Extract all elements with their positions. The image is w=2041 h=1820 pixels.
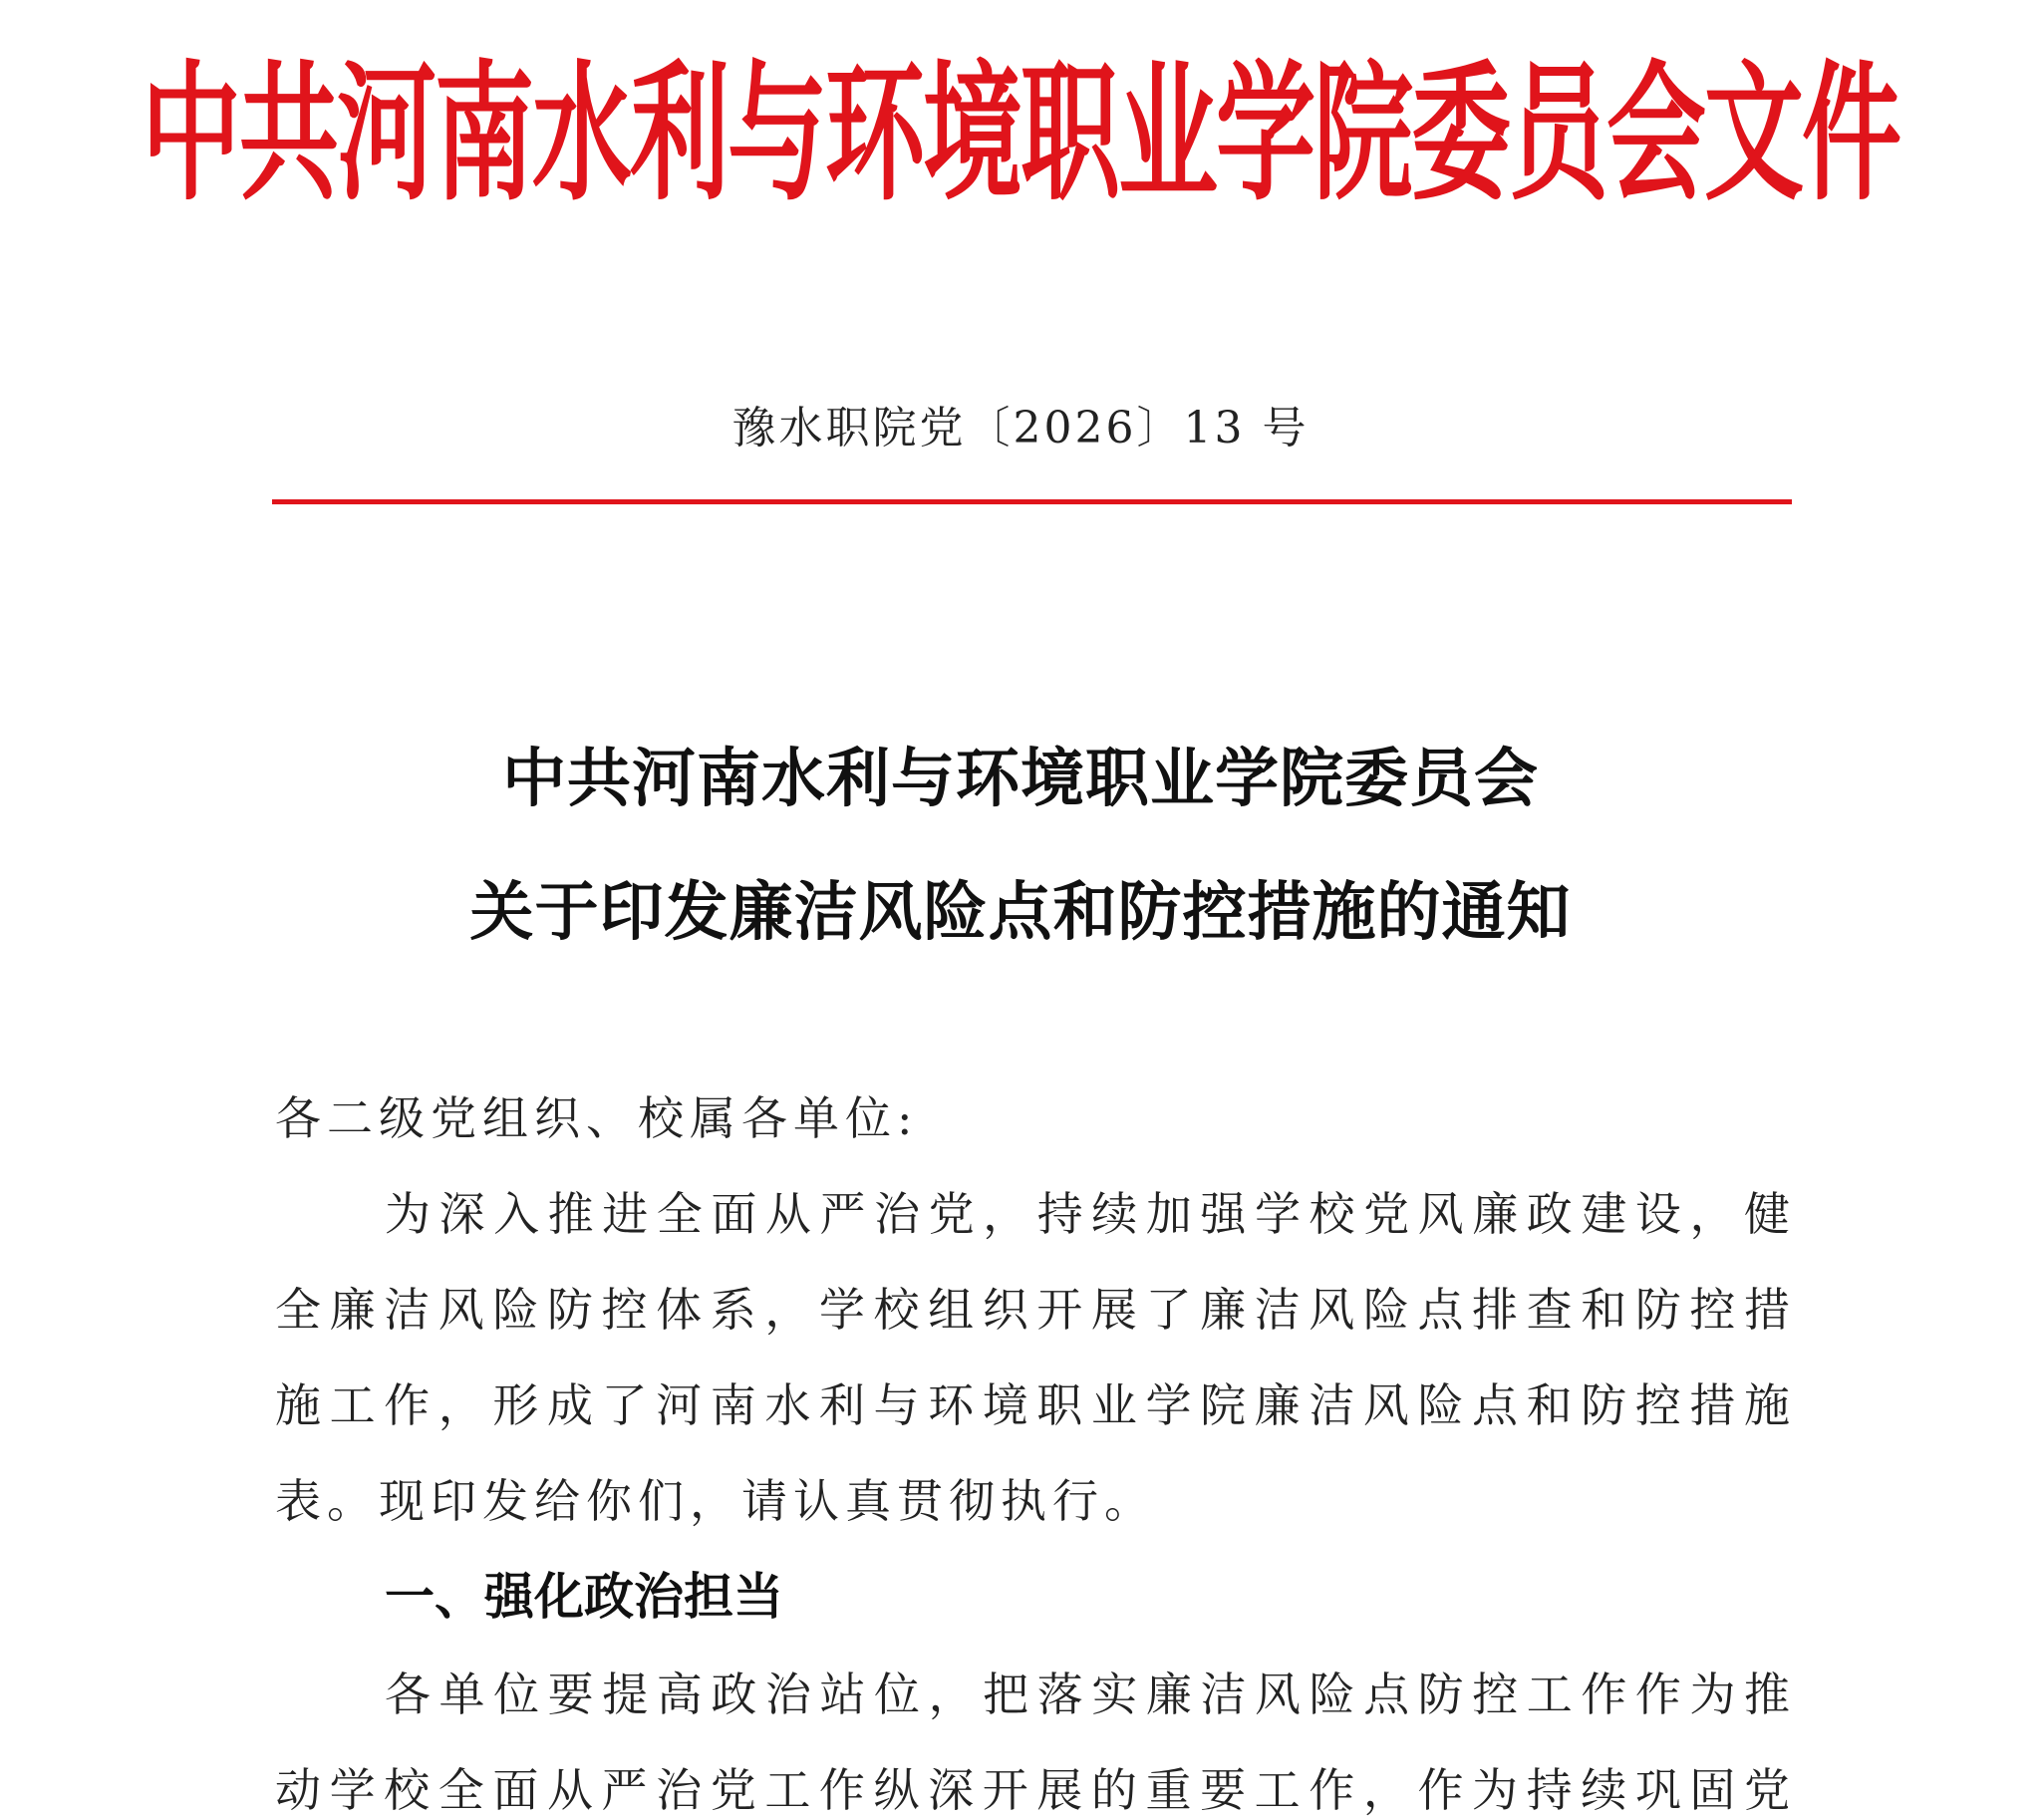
paragraph-1-line-3: 施工作，形成了河南水利与环境职业学院廉洁风险点和防控措施 <box>275 1378 1790 1432</box>
paragraph-1-line-4: 表。现印发给你们，请认真贯彻执行。 <box>275 1474 1156 1528</box>
paragraph-2-line-2: 动学校全面从严治党工作纵深开展的重要工作，作为持续巩固党 <box>275 1763 1790 1817</box>
salutation: 各二级党组织、校属各单位: <box>275 1091 919 1145</box>
document-masthead: 中共河南水利与环境职业学院委员会文件 <box>142 46 1899 221</box>
notice-title-line-1: 中共河南水利与环境职业学院委员会 <box>502 743 1539 816</box>
paragraph-1-line-1: 为深入推进全面从严治党，持续加强学校党风廉政建设，健 <box>385 1187 1790 1241</box>
paragraph-2-line-1: 各单位要提高政治站位，把落实廉洁风险点防控工作作为推 <box>385 1668 1790 1721</box>
red-divider-line <box>272 499 1792 504</box>
paragraph-1-line-2: 全廉洁风险防控体系，学校组织开展了廉洁风险点排查和防控措 <box>275 1283 1790 1337</box>
document-number: 豫水职院党〔2026〕13 号 <box>731 403 1310 454</box>
section-heading-1: 一、强化政治担当 <box>385 1568 783 1626</box>
notice-title-line-2: 关于印发廉洁风险点和防控措施的通知 <box>469 876 1572 950</box>
